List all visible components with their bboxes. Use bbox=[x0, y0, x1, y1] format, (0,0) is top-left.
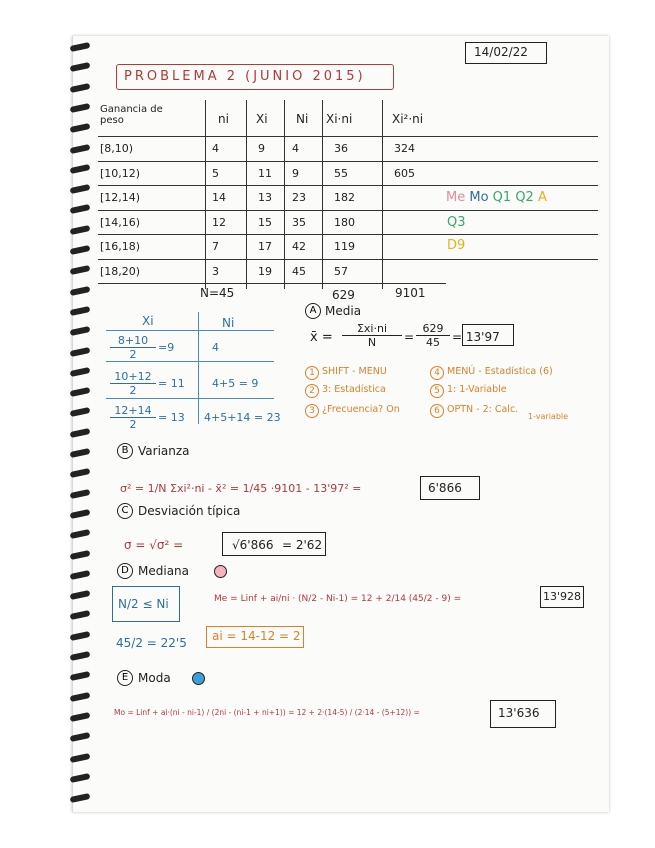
table-cell: 19 bbox=[258, 264, 272, 278]
table-cell: 35 bbox=[292, 215, 306, 229]
mini-frac-den: 2 bbox=[129, 418, 137, 431]
table-row-divider bbox=[98, 283, 446, 284]
total-N: N=45 bbox=[200, 286, 235, 300]
page-title: PROBLEMA 2 (JUNIO 2015) bbox=[124, 69, 366, 84]
table-header-cell: ni bbox=[218, 112, 229, 126]
table-cell: 42 bbox=[292, 240, 306, 253]
spiral-ring bbox=[70, 103, 91, 113]
table-cell: 17 bbox=[258, 240, 272, 253]
mini-frac bbox=[110, 370, 156, 397]
table-cell: 605 bbox=[394, 166, 415, 180]
table-col-divider bbox=[246, 100, 247, 289]
pink-dot-icon bbox=[214, 565, 227, 578]
spiral-ring bbox=[70, 387, 91, 397]
note-d9: D9 bbox=[447, 238, 466, 253]
table-header-cell: Ganancia de peso bbox=[100, 104, 163, 126]
table-header-cell: Xi·ni bbox=[326, 112, 353, 126]
desviacion-formula: σ = √σ² = bbox=[124, 538, 184, 552]
spiral-ring bbox=[70, 123, 91, 133]
note-q3: Q3 bbox=[447, 215, 466, 230]
table-cell: 13 bbox=[258, 191, 272, 204]
table-row-divider bbox=[98, 259, 598, 260]
spiral-ring bbox=[70, 549, 91, 559]
table-cell: 11 bbox=[258, 166, 272, 180]
table-cell: 9 bbox=[292, 166, 299, 180]
media-eq: = bbox=[404, 330, 415, 344]
mini-header-xi: Xi bbox=[142, 314, 154, 328]
media-result-box bbox=[462, 324, 514, 346]
spiral-ring bbox=[70, 712, 91, 722]
calc-step-marker: 2 bbox=[305, 384, 319, 398]
spiral-ring bbox=[70, 671, 91, 681]
table-cell: 4 bbox=[292, 142, 299, 155]
calc-step-marker: 4 bbox=[430, 366, 444, 380]
spiral-binding bbox=[70, 36, 92, 812]
mediana-formula: Me = Linf + ai/ni · (N/2 - Ni-1) = 12 + 2/14 (45/2 - 9) = bbox=[214, 594, 462, 604]
media-num2: 629 bbox=[416, 322, 450, 336]
table-header-cell: Xi bbox=[256, 112, 268, 126]
mini-frac bbox=[110, 334, 156, 361]
table-cell: [12,14) bbox=[100, 191, 141, 204]
table-cell: 57 bbox=[334, 264, 348, 278]
table-header-cell: Xi²·ni bbox=[392, 112, 424, 126]
spiral-ring bbox=[70, 225, 91, 235]
spiral-ring bbox=[70, 631, 91, 641]
blue-dot-icon bbox=[192, 672, 205, 685]
spiral-ring bbox=[70, 489, 91, 499]
table-col-divider bbox=[382, 100, 383, 289]
note-mo: Mo bbox=[469, 190, 489, 205]
table-row-divider bbox=[98, 234, 598, 235]
mini-ni: 4+5+14 = 23 bbox=[204, 411, 281, 424]
moda-label: Moda bbox=[138, 671, 171, 685]
note-q2: Q2 bbox=[515, 190, 534, 205]
mediana-result: 13'928 bbox=[543, 590, 582, 603]
table-cell: [18,20) bbox=[100, 264, 141, 278]
spiral-ring bbox=[70, 286, 91, 296]
varianza-label: Varianza bbox=[138, 444, 190, 458]
mini-col-line bbox=[198, 312, 199, 424]
section-e-marker: E bbox=[117, 670, 133, 686]
spiral-ring bbox=[70, 773, 91, 783]
table-cell: [8,10) bbox=[100, 142, 134, 155]
spiral-ring bbox=[70, 651, 91, 661]
spiral-ring bbox=[70, 407, 91, 417]
mini-result: =9 bbox=[158, 341, 175, 354]
mini-frac-den: 2 bbox=[129, 384, 137, 397]
spiral-ring bbox=[70, 204, 91, 214]
spiral-ring bbox=[70, 62, 91, 72]
mediana-n2: 45/2 = 22'5 bbox=[116, 636, 187, 650]
varianza-formula: σ² = 1/N Σxi²·ni - x̄² = 1/45 ·9101 - 13'97² = bbox=[120, 482, 362, 495]
spiral-ring bbox=[70, 610, 91, 620]
total-x2n: 9101 bbox=[395, 286, 426, 300]
calc-step-marker: 6 bbox=[430, 404, 444, 418]
table-row-divider bbox=[98, 161, 598, 162]
spiral-ring bbox=[70, 529, 91, 539]
table-cell: 5 bbox=[212, 166, 219, 180]
note-a: A bbox=[537, 190, 547, 205]
desviacion-result: = 2'62 bbox=[282, 538, 323, 552]
calc-step-text: MENÚ - Estadística (6) bbox=[447, 366, 553, 377]
table-cell: 119 bbox=[334, 240, 355, 253]
mini-header-ni: Ni bbox=[222, 316, 235, 330]
section-b-marker: B bbox=[117, 443, 133, 459]
spiral-ring bbox=[70, 265, 91, 275]
calc-step-marker: 3 bbox=[305, 404, 319, 418]
mini-frac bbox=[110, 404, 156, 431]
table-cell: [14,16) bbox=[100, 215, 141, 229]
spiral-ring bbox=[70, 245, 91, 255]
section-a-marker: A bbox=[305, 303, 321, 319]
table-cell: 9 bbox=[258, 142, 265, 155]
mini-result: = 11 bbox=[158, 377, 185, 390]
table-cell: 45 bbox=[292, 264, 306, 278]
table-cell: 7 bbox=[212, 240, 219, 253]
mini-result: = 13 bbox=[158, 411, 185, 424]
spiral-ring bbox=[70, 732, 91, 742]
spiral-ring bbox=[70, 184, 91, 194]
table-col-divider bbox=[205, 100, 206, 289]
section-c-marker: C bbox=[117, 503, 133, 519]
media-den2: 45 bbox=[426, 336, 440, 349]
table-cell: 36 bbox=[334, 142, 348, 155]
desviacion-inner: √6'866 bbox=[232, 538, 274, 552]
desviacion-label: Desviación típica bbox=[138, 504, 241, 518]
spiral-ring bbox=[70, 509, 91, 519]
spiral-ring bbox=[70, 83, 91, 93]
table-header-divider bbox=[98, 136, 598, 137]
mini-frac-den: 2 bbox=[129, 348, 137, 361]
moda-result: 13'636 bbox=[498, 706, 540, 720]
spiral-ring bbox=[70, 367, 91, 377]
moda-formula: Mo = Linf + ai·(ni - ni-1) / (2ni - (ni-1 + ni+1)) = 12 + 2·(14-5) / (2·14 - (5+12)) = bbox=[114, 708, 420, 717]
media-den: N bbox=[367, 336, 377, 349]
total-xn: 629 bbox=[332, 288, 355, 302]
spiral-ring bbox=[70, 164, 91, 174]
spiral-ring bbox=[70, 590, 91, 600]
mini-row-line bbox=[106, 361, 274, 362]
calc-step-text: ¿Frecuencia? On bbox=[322, 404, 400, 415]
spiral-ring bbox=[70, 306, 91, 316]
calc-step-text: OPTN - 2: Calc. bbox=[447, 404, 519, 415]
mini-ni: 4 bbox=[212, 341, 219, 354]
mediana-cond: N/2 ≤ Ni bbox=[118, 597, 169, 611]
table-cell: 4 bbox=[212, 142, 219, 155]
spiral-ring bbox=[70, 143, 91, 153]
note-q1: Q1 bbox=[492, 190, 512, 205]
desviacion-result-box bbox=[222, 532, 326, 556]
spiral-ring bbox=[70, 448, 91, 458]
note-me: Me bbox=[446, 190, 466, 205]
spiral-ring bbox=[70, 346, 91, 356]
spiral-ring bbox=[70, 428, 91, 438]
calc-step-marker: 5 bbox=[430, 384, 444, 398]
spiral-ring bbox=[70, 326, 91, 336]
calc-step-text: 1: 1-Variable bbox=[447, 384, 507, 395]
spiral-ring bbox=[70, 570, 91, 580]
calc-step-marker: 1 bbox=[305, 366, 319, 380]
table-cell: 14 bbox=[212, 191, 226, 204]
mini-frac-num: 10+12 bbox=[110, 370, 156, 384]
table-cell: [10,12) bbox=[100, 166, 141, 180]
media-frac-1 bbox=[342, 322, 402, 349]
mini-frac-num: 12+14 bbox=[110, 404, 156, 418]
mini-ni: 4+5 = 9 bbox=[212, 377, 259, 390]
media-xbar: x̄ = bbox=[310, 330, 333, 345]
table-cell: 3 bbox=[212, 264, 219, 278]
table-col-divider bbox=[284, 100, 285, 289]
table-header-cell: Ni bbox=[296, 112, 309, 126]
calc-sub: 1-variable bbox=[528, 412, 569, 421]
table-cell: 324 bbox=[394, 142, 415, 155]
date: 14/02/22 bbox=[474, 45, 528, 59]
spiral-ring bbox=[70, 692, 91, 702]
spiral-ring bbox=[70, 752, 91, 762]
spiral-ring bbox=[70, 42, 91, 52]
spiral-ring bbox=[70, 793, 91, 803]
varianza-result: 6'866 bbox=[428, 481, 462, 495]
mini-frac-num: 8+10 bbox=[110, 334, 156, 348]
mini-header-line bbox=[106, 330, 274, 331]
media-label: Media bbox=[325, 304, 362, 318]
table-cell: 12 bbox=[212, 215, 226, 229]
side-notes bbox=[446, 190, 547, 205]
table-cell: 182 bbox=[334, 191, 355, 204]
calc-step-text: SHIFT - MENU bbox=[322, 366, 387, 377]
spiral-ring bbox=[70, 468, 91, 478]
table-cell: 15 bbox=[258, 215, 272, 229]
calc-step-text: 3: Estadística bbox=[322, 384, 386, 395]
table-row-divider bbox=[98, 210, 598, 211]
media-num: Σxi·ni bbox=[342, 322, 402, 336]
table-cell: [16,18) bbox=[100, 240, 141, 253]
media-frac-2 bbox=[416, 322, 450, 349]
section-d-marker: D bbox=[117, 563, 133, 579]
mediana-ai: ai = 14-12 = 2 bbox=[212, 629, 301, 643]
mediana-label: Mediana bbox=[138, 564, 189, 578]
table-cell: 180 bbox=[334, 215, 355, 229]
mini-row-line bbox=[106, 398, 274, 399]
table-col-divider bbox=[322, 100, 323, 289]
table-row-divider bbox=[98, 185, 598, 186]
table-cell: 55 bbox=[334, 166, 348, 180]
media-result: = 13'97 bbox=[452, 330, 500, 344]
table-cell: 23 bbox=[292, 191, 306, 204]
